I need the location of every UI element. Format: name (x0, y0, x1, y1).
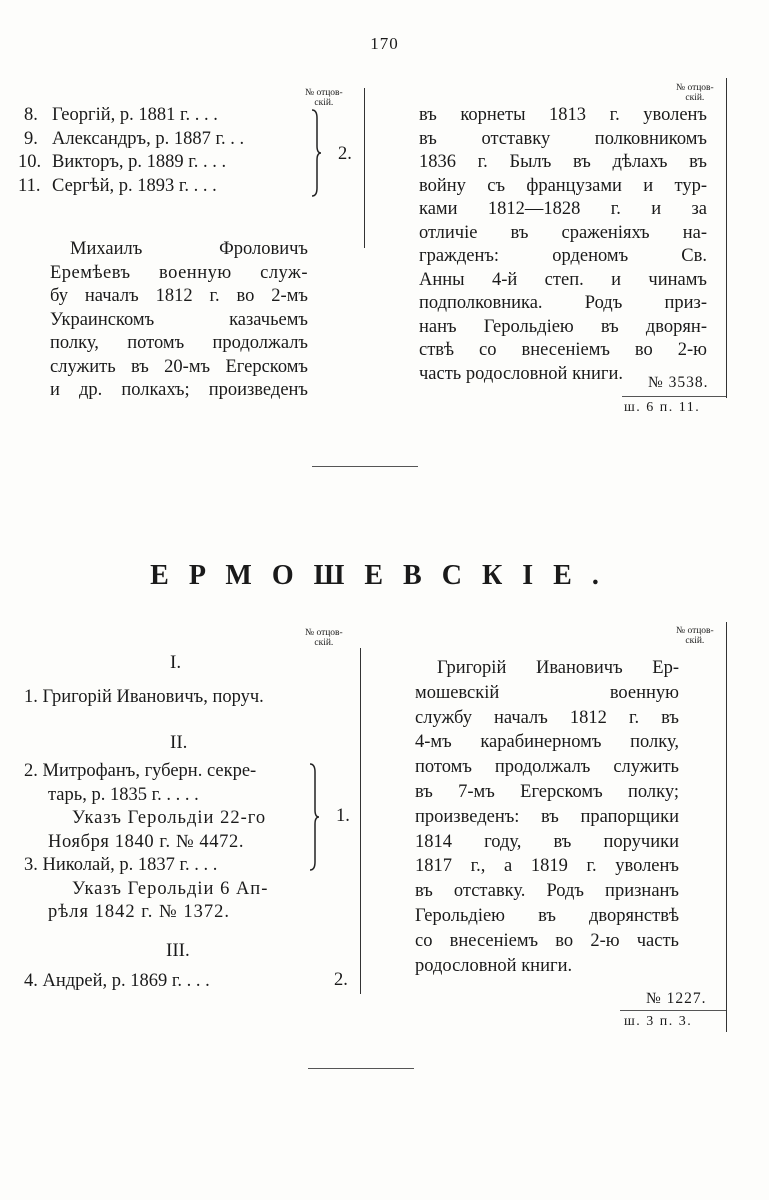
list-item: рѣля 1842 г. № 1372. (48, 902, 230, 922)
text-line: потомъ продолжалъ служить (415, 757, 679, 778)
father-number-header-right (676, 83, 714, 103)
father-number-header-left-2 (305, 628, 343, 648)
header-line: № отцов- (676, 83, 714, 93)
list-item: 1. Григорій Ивановичъ, поруч. (24, 687, 264, 707)
list-item: 3. Николай, р. 1837 г. . . . (24, 855, 218, 875)
text-line: Анны 4-й степ. и чинамъ (419, 269, 707, 290)
text-line: Герольдіею въ дворянствѣ (415, 905, 679, 926)
father-number: 1. (336, 806, 350, 826)
column-rule (360, 648, 361, 994)
ref-divider (622, 396, 726, 397)
bracket-icon (308, 108, 322, 198)
text-line: въ корнеты 1813 г. уволенъ (419, 105, 707, 125)
list-item: 4. Андрей, р. 1869 г. . . . (24, 971, 210, 991)
page-number: 170 (370, 34, 399, 53)
text-line: Украинскомъ казачьемъ (50, 309, 308, 330)
text-line: отличіе въ сраженіяхъ на- (419, 222, 707, 243)
text-line: войну съ французами и тур- (419, 175, 707, 196)
text-line: въ 7-мъ Егерскомъ полку; (415, 781, 679, 802)
father-number: 2. (334, 970, 348, 990)
text-line: 1817 г., а 1819 г. уволенъ (415, 856, 679, 877)
header-line: скій. (314, 638, 334, 648)
text-line: со внесеніемъ во 2-ю часть (415, 930, 679, 951)
father-number: 2. (338, 144, 352, 164)
text-line: Михаилъ Фроловичъ (70, 239, 308, 259)
section-divider (312, 466, 418, 467)
text-line: полку, потомъ продолжалъ (50, 333, 308, 353)
text-line: 1814 году, въ поручики (415, 831, 679, 852)
text-line: гражденъ: орденомъ Св. (419, 246, 707, 266)
bracket-icon (306, 762, 320, 872)
text-line: ками 1812—1828 г. и за (419, 199, 707, 219)
list-item: 11. Сергѣй, р. 1893 г. . . . (18, 175, 217, 196)
text-line: въ отставку полковникомъ (419, 128, 707, 149)
text-line: Еремѣевъ военную служ- (50, 262, 308, 283)
list-item: Указъ Герольдіи 6 Ап- (72, 878, 269, 899)
text-line: подполковника. Родъ приз- (419, 293, 707, 313)
list-item: Ноября 1840 г. № 4472. (48, 831, 245, 852)
generation-heading: III. (166, 940, 190, 961)
father-number-header-left (305, 88, 343, 108)
list-item: Указъ Герольдіи 22-го (72, 808, 267, 828)
generation-heading: I. (170, 652, 182, 673)
text-line: Григорій Ивановичъ Ер- (437, 658, 679, 678)
mikhail-paragraph-left (50, 238, 308, 403)
text-line: въ отставку. Родъ признанъ (415, 881, 679, 902)
header-line: № отцов- (305, 88, 343, 98)
column-rule (726, 78, 727, 398)
text-line: служить въ 20-мъ Егерскомъ (50, 356, 308, 377)
father-number-header-right-2 (676, 626, 714, 646)
header-line: скій. (314, 98, 334, 108)
list-item: 8. Георгій, р. 1881 г. . . . (24, 105, 218, 125)
text-line: и др. полкахъ; произведенъ (50, 380, 308, 400)
section-divider (308, 1068, 414, 1069)
header-line: скій. (685, 93, 705, 103)
text-line: часть родословной книги. (419, 363, 623, 384)
grigory-paragraph (415, 656, 679, 978)
header-line: скій. (685, 636, 705, 646)
column-rule (364, 88, 365, 248)
list-item: тарь, р. 1835 г. . . . . (48, 784, 199, 805)
record-location: ш. 3 п. 3. (624, 1014, 693, 1029)
mikhail-paragraph-right (419, 104, 707, 386)
list-item: 9. Александръ, р. 1887 г. . . (24, 128, 245, 149)
text-line: 1836 г. Былъ въ дѣлахъ въ (419, 152, 707, 172)
list-item: 2. Митрофанъ, губерн. секре- (24, 761, 257, 781)
generation-heading: II. (170, 732, 188, 753)
text-line: родословной книги. (415, 955, 573, 976)
text-line: ствѣ со внесеніемъ во 2-ю (419, 340, 707, 360)
header-line: № отцов- (676, 626, 714, 636)
record-number: № 1227. (646, 990, 707, 1007)
header-line: № отцов- (305, 628, 343, 638)
top-list (18, 104, 245, 198)
column-rule (726, 622, 727, 1032)
text-line: службу началъ 1812 г. въ (415, 707, 679, 728)
generation-ii-list (24, 760, 312, 925)
record-location: ш. 6 п. 11. (624, 400, 701, 415)
ref-divider (620, 1010, 726, 1011)
text-line: мошевскій военную (415, 682, 679, 703)
text-line: 4-мъ карабинерномъ полку, (415, 732, 679, 753)
text-line: нанъ Герольдіею въ дворян- (419, 316, 707, 337)
list-item: 10. Викторъ, р. 1889 г. . . . (18, 152, 227, 172)
text-line: бу началъ 1812 г. во 2-мъ (50, 286, 308, 306)
family-title: ЕРМОШЕВСКІЕ. (150, 560, 619, 591)
record-number: № 3538. (648, 374, 709, 391)
text-line: произведенъ: въ прапорщики (415, 806, 679, 827)
